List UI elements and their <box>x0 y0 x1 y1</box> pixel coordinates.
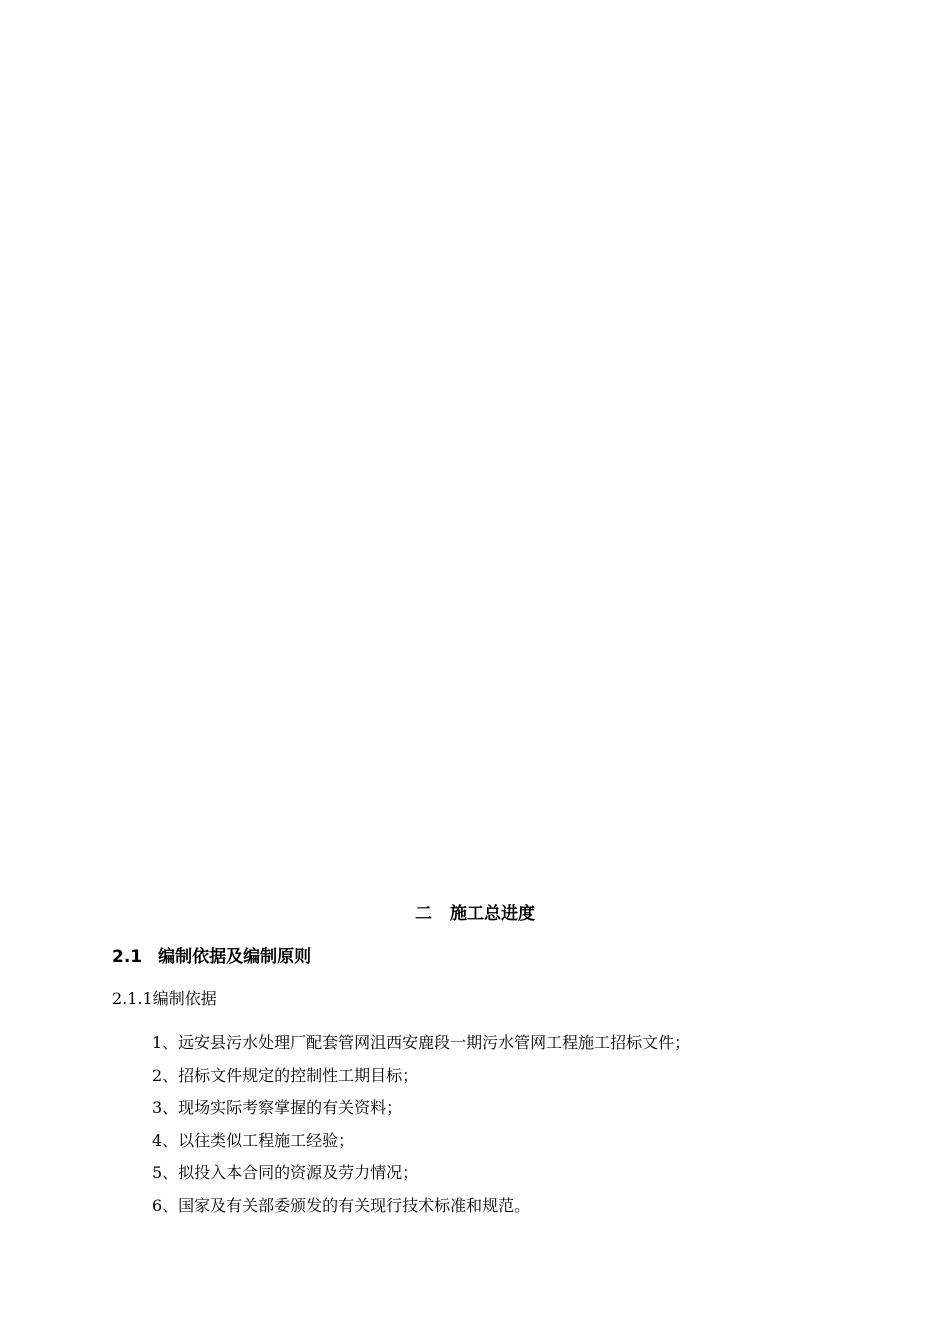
section-number: 2.1 <box>112 947 143 967</box>
section-heading <box>112 943 311 971</box>
list-item: 2、招标文件规定的控制性工期目标； <box>152 1065 419 1085</box>
list-item: 6、国家及有关部委颁发的有关现行技术标准和规范。 <box>152 1195 531 1215</box>
list-item: 3、现场实际考察掌握的有关资料； <box>152 1098 403 1117</box>
list-item: 5、拟投入本合同的资源及劳力情况； <box>152 1163 419 1182</box>
chapter-title-text: 施工总进度 <box>450 904 535 924</box>
section-title-text: 编制依据及编制原则 <box>158 947 312 967</box>
subsection-heading: 2.1.1编制依据 <box>112 989 217 1008</box>
chapter-number: 二 <box>415 904 432 924</box>
chapter-title <box>0 900 950 928</box>
basis-list <box>152 1027 690 1222</box>
list-item: 1、远安县污水处理厂配套管网沮西安鹿段一期污水管网工程施工招标文件； <box>152 1033 691 1052</box>
list-item: 4、以往类似工程施工经验； <box>152 1130 355 1150</box>
